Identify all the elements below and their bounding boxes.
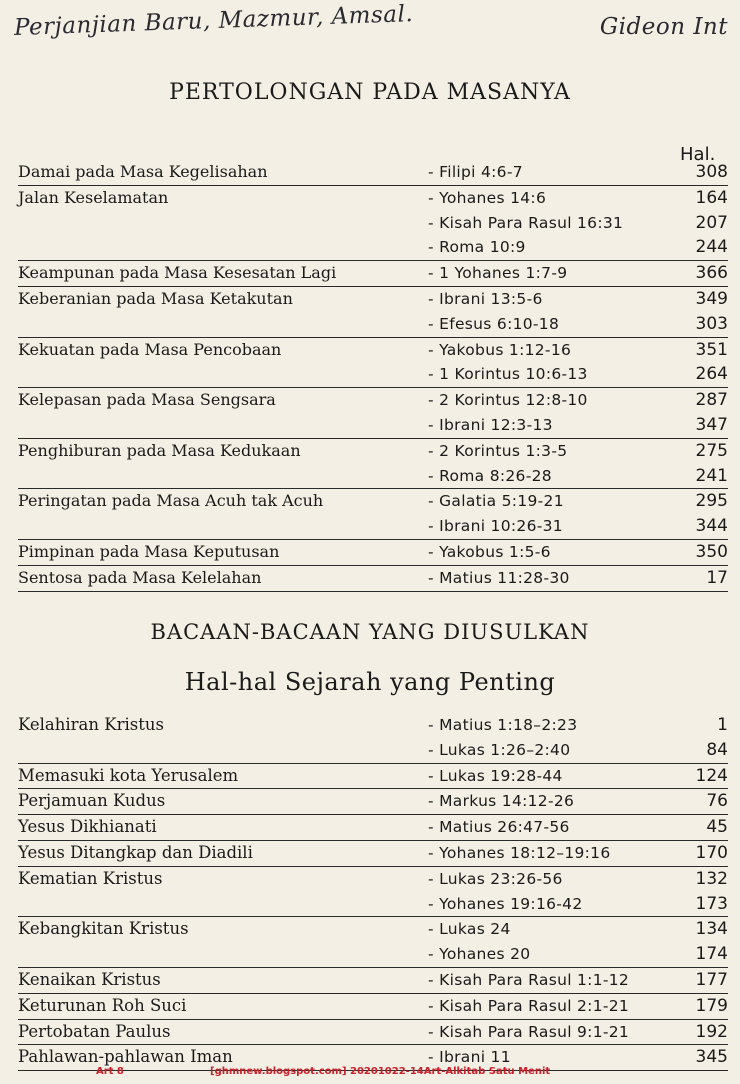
page-number: 124 bbox=[695, 765, 728, 786]
topic-label: Kekuatan pada Masa Pencobaan bbox=[18, 339, 282, 359]
page-number: 287 bbox=[695, 390, 728, 411]
topic-label: Pahlawan-pahlawan Iman bbox=[18, 1047, 233, 1067]
page-number: 1 bbox=[717, 715, 728, 735]
list-row bbox=[18, 789, 728, 815]
section2-title: BACAAN-BACAAN YANG DIUSULKAN bbox=[150, 620, 590, 644]
topic-label: Sentosa pada Masa Kelelahan bbox=[18, 567, 262, 587]
list-row bbox=[18, 312, 728, 338]
scripture-reference: - Yohanes 18:12–19:16 bbox=[428, 843, 611, 862]
scripture-reference: - Kisah Para Rasul 16:31 bbox=[428, 213, 624, 232]
footer bbox=[0, 1066, 740, 1080]
list-row bbox=[18, 261, 728, 287]
page-number: 347 bbox=[695, 414, 728, 435]
section1-list bbox=[18, 160, 728, 592]
scripture-reference: - Galatia 5:19-21 bbox=[428, 492, 564, 511]
scripture-reference: - 2 Korintus 12:8-10 bbox=[428, 391, 588, 410]
page-number: 207 bbox=[695, 212, 728, 233]
list-row bbox=[18, 867, 728, 892]
list-row bbox=[18, 413, 728, 439]
section1-title: PERTOLONGAN PADA MASANYA bbox=[169, 80, 571, 105]
scripture-reference: - Yakobus 1:5-6 bbox=[428, 542, 551, 561]
scripture-reference: - Yakobus 1:12-16 bbox=[428, 340, 572, 359]
list-row bbox=[18, 841, 728, 867]
topic-label: Yesus Ditangkap dan Diadili bbox=[18, 842, 253, 862]
scripture-reference: - Lukas 1:26–2:40 bbox=[428, 740, 571, 759]
scripture-reference: - Matius 1:18–2:23 bbox=[428, 716, 578, 734]
scripture-reference: - Matius 11:28-30 bbox=[428, 568, 570, 587]
page-number: 366 bbox=[695, 263, 728, 284]
page-number: 344 bbox=[695, 516, 728, 537]
list-row bbox=[18, 362, 728, 388]
topic-label: Pimpinan pada Masa Keputusan bbox=[18, 541, 280, 561]
page-column-header: Hal. bbox=[680, 144, 716, 165]
page-number: 179 bbox=[695, 995, 728, 1016]
page-number: 241 bbox=[695, 465, 728, 486]
list-row bbox=[18, 764, 728, 790]
page-number: 349 bbox=[695, 288, 728, 309]
section2-subtitle: Hal-hal Sejarah yang Penting bbox=[184, 668, 556, 696]
topic-label: Kebangkitan Kristus bbox=[18, 919, 189, 939]
footer-art-label: Art 8 bbox=[96, 1066, 124, 1077]
topic-label: Perjamuan Kudus bbox=[18, 791, 166, 811]
page-number: 164 bbox=[695, 187, 728, 208]
scripture-reference: - Filipi 4:6-7 bbox=[428, 163, 523, 181]
scripture-reference: - Ibrani 12:3-13 bbox=[428, 415, 553, 434]
page-number: 308 bbox=[695, 162, 728, 182]
scripture-reference: - Lukas 23:26-56 bbox=[428, 869, 563, 888]
page-number: 134 bbox=[695, 919, 728, 940]
list-row bbox=[18, 540, 728, 566]
page-number: 295 bbox=[695, 491, 728, 512]
page-number: 173 bbox=[695, 893, 728, 914]
list-row bbox=[18, 815, 728, 841]
list-row bbox=[18, 892, 728, 918]
list-row bbox=[18, 160, 728, 186]
list-row bbox=[18, 211, 728, 236]
scripture-reference: - 1 Korintus 10:6-13 bbox=[428, 365, 588, 384]
list-row bbox=[18, 439, 728, 464]
scripture-reference: - Yohanes 19:16-42 bbox=[428, 894, 583, 913]
list-row bbox=[18, 994, 728, 1020]
scripture-reference: - Roma 10:9 bbox=[428, 238, 526, 257]
page-number: 45 bbox=[706, 817, 728, 838]
topic-label: Peringatan pada Masa Acuh tak Acuh bbox=[18, 491, 324, 511]
list-row bbox=[18, 738, 728, 764]
list-row bbox=[18, 942, 728, 968]
topic-label: Damai pada Masa Kegelisahan bbox=[18, 162, 268, 181]
topic-label: Penghiburan pada Masa Kedukaan bbox=[18, 440, 301, 460]
scripture-reference: - Kisah Para Rasul 9:1-21 bbox=[428, 1022, 630, 1041]
list-row bbox=[18, 464, 728, 490]
section2-list bbox=[18, 713, 728, 1071]
scripture-reference: - Ibrani 13:5-6 bbox=[428, 289, 543, 308]
page-number: 192 bbox=[695, 1021, 728, 1042]
page-number: 244 bbox=[695, 237, 728, 258]
page-number: 275 bbox=[695, 440, 728, 461]
topic-label: Keampunan pada Masa Kesesatan Lagi bbox=[18, 263, 337, 283]
list-row bbox=[18, 514, 728, 540]
list-row bbox=[18, 713, 728, 738]
topic-label: Keberanian pada Masa Ketakutan bbox=[18, 288, 293, 308]
scripture-reference: - Yohanes 20 bbox=[428, 945, 531, 964]
page-number: 351 bbox=[695, 339, 728, 360]
list-row bbox=[18, 338, 728, 363]
scripture-reference: - Lukas 24 bbox=[428, 920, 511, 939]
page-number: 76 bbox=[706, 791, 728, 812]
list-row bbox=[18, 235, 728, 261]
scripture-reference: - Matius 26:47-56 bbox=[428, 818, 570, 837]
page-number: 303 bbox=[695, 313, 728, 334]
topic-label: Kenaikan Kristus bbox=[18, 969, 161, 989]
topic-label: Memasuki kota Yerusalem bbox=[18, 765, 239, 785]
list-row bbox=[18, 489, 728, 514]
page-number: 264 bbox=[695, 364, 728, 385]
page-number: 174 bbox=[695, 944, 728, 965]
topic-label: Jalan Keselamatan bbox=[18, 187, 169, 207]
topic-label: Yesus Dikhianati bbox=[18, 817, 157, 837]
topic-label: Kelahiran Kristus bbox=[18, 715, 164, 734]
page-number: 350 bbox=[695, 541, 728, 562]
page-number: 17 bbox=[706, 567, 728, 588]
page-number: 132 bbox=[695, 868, 728, 889]
page-number: 177 bbox=[695, 969, 728, 990]
scripture-reference: - Roma 8:26-28 bbox=[428, 466, 552, 485]
list-row bbox=[18, 1020, 728, 1046]
scripture-reference: - Yohanes 14:6 bbox=[428, 188, 547, 207]
page-number: 84 bbox=[706, 739, 728, 760]
topic-label: Pertobatan Paulus bbox=[18, 1021, 171, 1041]
list-row bbox=[18, 566, 728, 592]
scripture-reference: - 1 Yohanes 1:7-9 bbox=[428, 264, 568, 283]
handwritten-note-left: Perjanjian Baru, Mazmur, Amsal. bbox=[13, 1, 414, 41]
page-number: 170 bbox=[695, 842, 728, 863]
list-row bbox=[18, 388, 728, 413]
scripture-reference: - 2 Korintus 1:3-5 bbox=[428, 441, 568, 460]
list-row bbox=[18, 917, 728, 942]
list-row bbox=[18, 186, 728, 211]
scripture-reference: - Efesus 6:10-18 bbox=[428, 314, 560, 333]
topic-label: Keturunan Roh Suci bbox=[18, 995, 187, 1015]
list-row bbox=[18, 968, 728, 994]
scripture-reference: - Ibrani 11 bbox=[428, 1048, 511, 1067]
scripture-reference: - Lukas 19:28-44 bbox=[428, 766, 563, 785]
handwritten-note-right: Gideon Int bbox=[599, 14, 728, 40]
scripture-reference: - Kisah Para Rasul 1:1-12 bbox=[428, 970, 630, 989]
scripture-reference: - Kisah Para Rasul 2:1-21 bbox=[428, 996, 630, 1015]
topic-label: Kematian Kristus bbox=[18, 868, 163, 888]
scripture-reference: - Ibrani 10:26-31 bbox=[428, 517, 563, 536]
footer-source: [ghmnew.blogspot.com] 20201022-14Art-Alkitab Satu Menit bbox=[210, 1066, 551, 1077]
page-number: 345 bbox=[695, 1047, 728, 1068]
scripture-reference: - Markus 14:12-26 bbox=[428, 792, 575, 811]
topic-label: Kelepasan pada Masa Sengsara bbox=[18, 390, 276, 410]
list-row bbox=[18, 287, 728, 312]
